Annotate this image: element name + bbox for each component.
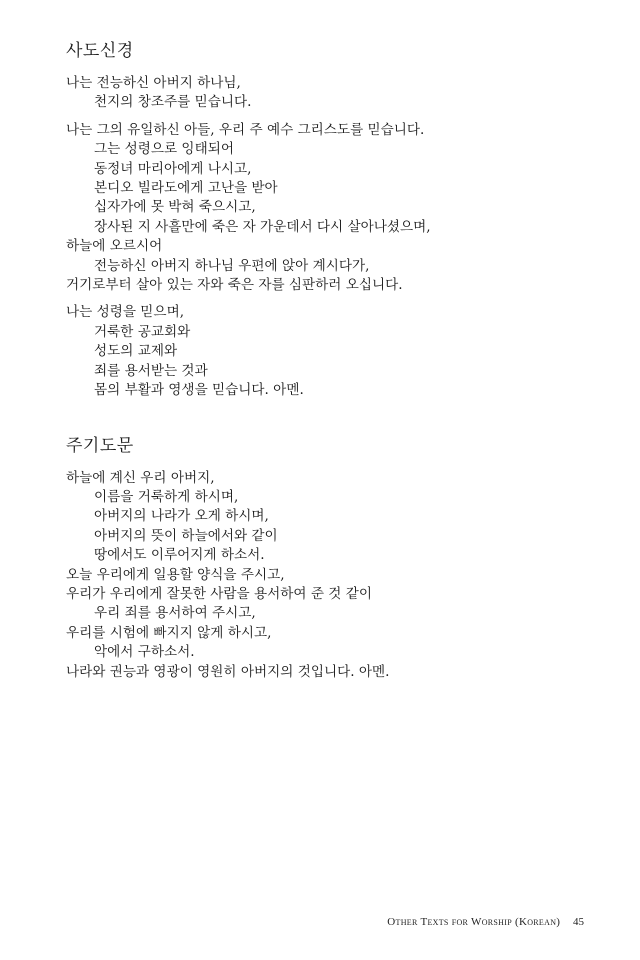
text-line: 하늘에 계신 우리 아버지, xyxy=(66,469,215,486)
text-line: 거기로부터 살아 있는 자와 죽은 자를 심판하러 오십니다. xyxy=(66,277,403,294)
text-line: 오늘 우리에게 일용할 양식을 주시고, xyxy=(66,566,285,583)
text-line: 전능하신 아버지 하나님 우편에 앉아 계시다가, xyxy=(94,257,370,274)
page-footer xyxy=(387,915,584,929)
text-line: 우리 죄를 용서하여 주시고, xyxy=(94,605,256,622)
stanza xyxy=(66,74,606,113)
text-line: 우리를 시험에 빠지지 않게 하시고, xyxy=(66,624,272,641)
stanza xyxy=(66,121,606,296)
text-line: 죄를 용서받는 것과 xyxy=(94,362,208,379)
text-line: 거룩한 공교회와 xyxy=(94,323,191,340)
section-title: 주기도문 xyxy=(66,435,134,456)
apostles-creed-section xyxy=(66,38,606,401)
text-line: 악에서 구하소서. xyxy=(94,644,195,661)
text-line: 나는 그의 유일하신 아들, 우리 주 예수 그리스도를 믿습니다. xyxy=(66,121,425,138)
section-title: 사도신경 xyxy=(66,41,134,61)
page-number: 45 xyxy=(573,916,584,928)
text-line: 성도의 교제와 xyxy=(94,343,178,360)
text-line: 몸의 부활과 영생을 믿습니다. 아멘. xyxy=(94,382,304,399)
text-line: 우리가 우리에게 잘못한 사람을 용서하여 준 것 같이 xyxy=(66,585,373,602)
text-line: 동정녀 마리아에게 나시고, xyxy=(94,160,252,177)
stanza xyxy=(66,469,606,682)
text-line: 나라와 권능과 영광이 영원히 아버지의 것입니다. 아멘. xyxy=(66,663,390,680)
text-line: 하늘에 오르시어 xyxy=(66,238,163,255)
text-line: 십자가에 못 박혀 죽으시고, xyxy=(94,199,256,216)
stanza xyxy=(66,303,606,400)
lords-prayer-section xyxy=(66,433,606,682)
section-spacer xyxy=(66,409,606,433)
text-line: 아버지의 뜻이 하늘에서와 같이 xyxy=(94,527,278,544)
text-line: 땅에서도 이루어지게 하소서. xyxy=(94,547,265,564)
text-line: 장사된 지 사흘만에 죽은 자 가운데서 다시 살아나셨으며, xyxy=(94,218,431,235)
text-line: 본디오 빌라도에게 고난을 받아 xyxy=(94,180,278,197)
text-line: 나는 성령을 믿으며, xyxy=(66,304,185,321)
text-line: 그는 성령으로 잉태되어 xyxy=(94,141,234,158)
text-line: 아버지의 나라가 오게 하시며, xyxy=(94,508,269,525)
text-line: 천지의 창조주를 믿습니다. xyxy=(94,94,252,111)
text-line: 나는 전능하신 아버지 하나님, xyxy=(66,75,241,91)
text-line: 이름을 거룩하게 하시며, xyxy=(94,488,239,505)
page-body xyxy=(66,38,606,690)
running-title: Other Texts for Worship (Korean) xyxy=(387,916,561,928)
